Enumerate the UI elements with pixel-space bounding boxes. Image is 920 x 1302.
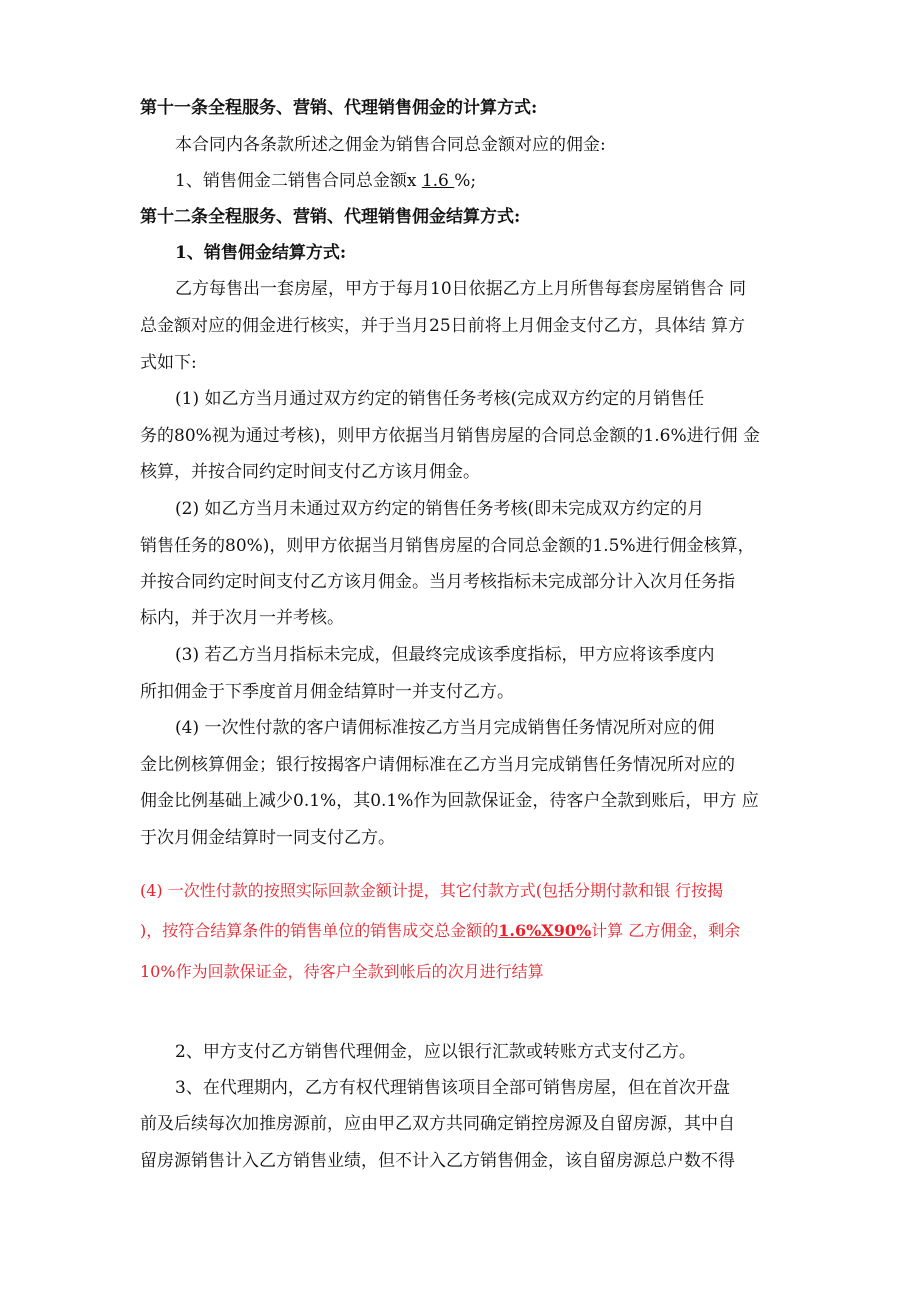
commission-formula-prefix: 1、销售佣金二销售合同总金额x [175,171,422,191]
revised-commission-ratio: 1.6%X90% [498,921,592,940]
article-11-line-1: 本合同内各条款所述之佣金为销售合同总金额对应的佣金: [175,135,606,155]
item-4-line-4: 于次月佣金结算时一同支付乙方。 [140,828,395,848]
agency-period-line-2: 前及后续每次加推房源前，应由甲乙双方共同确定销控房源及自留房源，其中自 [140,1114,735,1134]
commission-rate-value: 1.6 [421,171,455,191]
item-4-line-1: (4) 一次性付款的客户请佣标准按乙方当月完成销售任务情况所对应的佣 [175,718,715,738]
intro-line-1: 乙方每售出一套房屋，甲方于每月10日依据乙方上月所售每套房屋销售合 同 [175,279,747,299]
payment-method-clause: 2、甲方支付乙方销售代理佣金，应以银行汇款或转账方式支付乙方。 [175,1042,696,1062]
item-3-line-1: (3) 若乙方当月指标未完成，但最终完成该季度指标，甲方应将该季度内 [175,645,715,665]
item-1-line-3: 核算，并按合同约定时间支付乙方该月佣金。 [140,462,480,482]
item-2-line-4: 标内，并于次月一并考核。 [140,608,344,628]
item-2-line-3: 并按合同约定时间支付乙方该月佣金。当月考核指标未完成部分计入次月任务指 [140,572,735,592]
article-11-line-2 [175,170,815,192]
item-1-line-1: (1) 如乙方当月通过双方约定的销售任务考核(完成双方约定的月销售任 [175,389,705,409]
item-2-line-2: 销售任务的80%)，则甲方依据当月销售房屋的合同总金额的1.5%进行佣金核算， [140,536,755,556]
settlement-method-subheading: 1、销售佣金结算方式: [175,243,347,263]
item-4-line-3: 佣金比例基础上减少0.1%，其0.1%作为回款保证金，待客户全款到账后，甲方 应 [140,791,759,811]
revised-item-4-line-2 [140,920,785,942]
intro-line-2: 总金额对应的佣金进行核实，并于当月25日前将上月佣金支付乙方，具体结 算方 [140,316,746,336]
commission-formula-suffix: %; [454,171,477,191]
item-2-line-1: (2) 如乙方当月未通过双方约定的销售任务考核(即未完成双方约定的月 [175,499,705,519]
revised-rule-prefix: )，按符合结算条件的销售单位的销售成交总金额的 [140,921,499,940]
article-11-heading: 第十一条全程服务、营销、代理销售佣金的计算方式: [140,98,538,118]
revised-item-4-line-3: 10%作为回款保证金，待客户全款到帐后的次月进行结算 [140,962,544,981]
item-4-line-2: 金比例核算佣金；银行按揭客户请佣标准在乙方当月完成销售任务情况所对应的 [140,755,735,775]
intro-line-3: 式如下: [140,353,197,373]
article-12-heading: 第十二条全程服务、营销、代理销售佣金结算方式: [140,207,521,227]
item-1-line-2: 务的80%视为通过考核)，则甲方依据当月销售房屋的合同总金额的1.6%进行佣 金 [140,426,761,446]
revised-rule-suffix: 计算 乙方佣金，剩余 [591,921,741,940]
agency-period-line-1: 3、在代理期内，乙方有权代理销售该项目全部可销售房屋，但在首次开盘 [175,1078,730,1098]
item-3-line-2: 所扣佣金于下季度首月佣金结算时一并支付乙方。 [140,682,514,702]
agency-period-line-3: 留房源销售计入乙方销售业绩，但不计入乙方销售佣金，该自留房源总户数不得 [140,1151,735,1171]
revised-item-4-line-1: (4) 一次性付款的按照实际回款金额计提，其它付款方式(包括分期付款和银 行按揭 [140,881,724,900]
